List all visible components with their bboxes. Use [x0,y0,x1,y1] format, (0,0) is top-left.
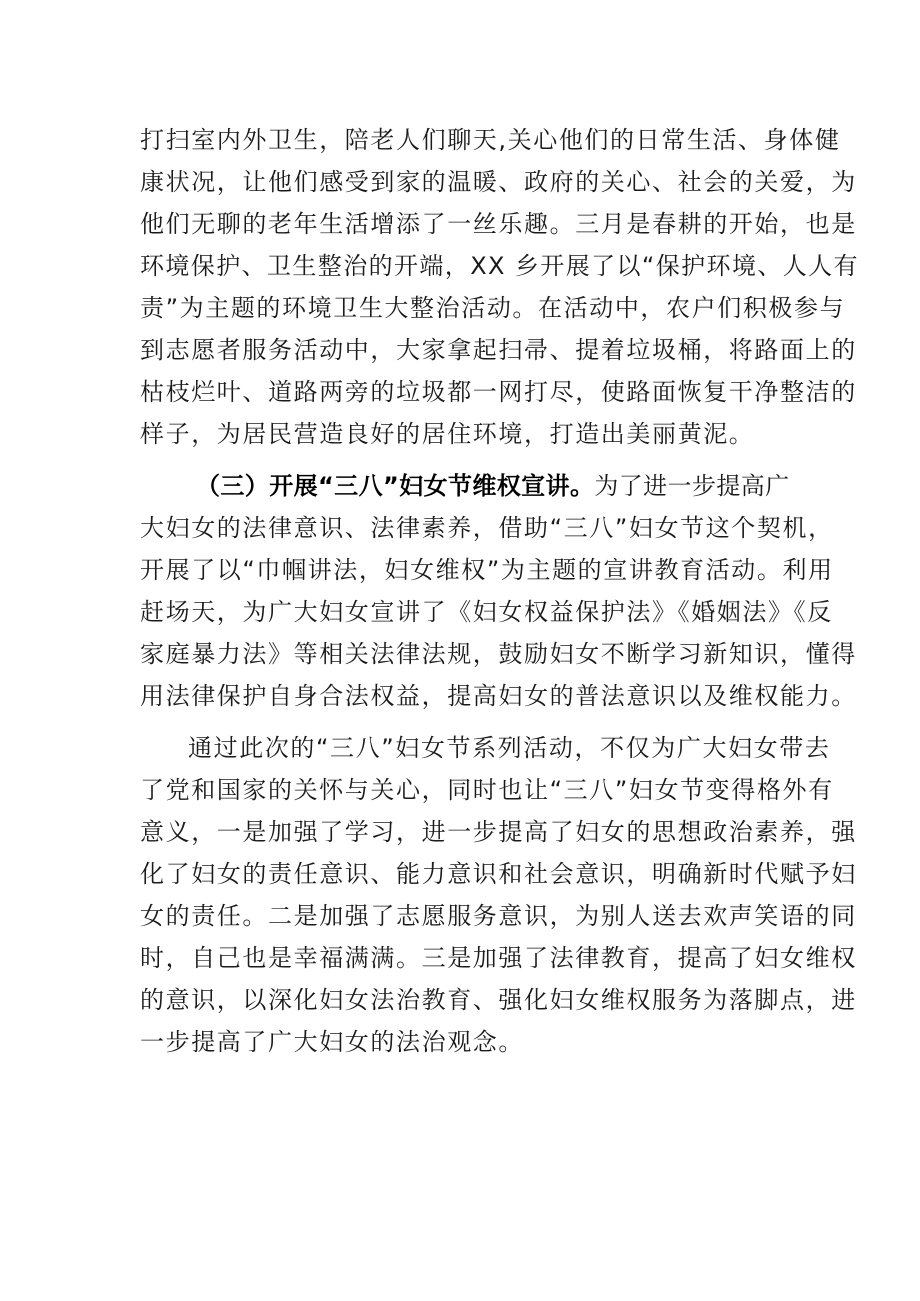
paragraph-line: 用法律保护自身合法权益，提高妇女的普法意识以及维权能力。 [140,682,857,710]
paragraph-line: 样子，为居民营造良好的居住环境，打造出美丽黄泥。 [140,420,755,448]
paragraph-line: 家庭暴力法》等相关法律法规，鼓励妇女不断学习新知识，懂得 [140,640,857,668]
section-heading-line [196,466,920,506]
paragraph-line: 打扫室内外卫生，陪老人们聊天,关心他们的日常生活、身体健 [140,126,841,154]
paragraph-line: 赶场天，为广大妇女宣讲了《妇女权益保护法》《婚姻法》《反 [140,598,833,626]
paragraph-line: 责”为主题的环境卫生大整治活动。在活动中，农户们积极参与 [140,294,846,322]
paragraph-line: 化了妇女的责任意识、能力意识和社会意识，明确新时代赋予妇 [140,860,857,888]
paragraph-line: 开展了以“巾帼讲法，妇女维权”为主题的宣讲教育活动。利用 [140,556,834,584]
paragraph-line: 一步提高了广大妇女的法治观念。 [140,1028,524,1056]
section-heading: （三）开展“三八”妇女节维权宣讲。 [196,472,595,500]
paragraph-line: 时，自己也是幸福满满。三是加强了法律教育，提高了妇女维权 [140,944,857,972]
paragraph-line: 环境保护、卫生整治的开端，XX 乡开展了以“保护环境、人人有 [140,252,859,280]
section-intro-text: 为了进一步提高广 [594,472,790,500]
paragraph-line: 了党和国家的关怀与关心，同时也让“三八”妇女节变得格外有 [140,776,834,804]
paragraph-line: 到志愿者服务活动中，大家拿起扫帚、提着垃圾桶，将路面上的 [140,336,857,364]
paragraph-line: 大妇女的法律意识、法律素养，借助“三八”妇女节这个契机， [140,514,834,542]
paragraph-line: 意义，一是加强了学习，进一步提高了妇女的思想政治素养，强 [140,818,857,846]
paragraph-line: 康状况，让他们感受到家的温暖、政府的关心、社会的关爱，为 [140,168,857,196]
paragraph-line: 女的责任。二是加强了志愿服务意识，为别人送去欢声笑语的同 [140,902,857,930]
paragraph-line: 枯枝烂叶、道路两旁的垃圾都一网打尽，使路面恢复干净整洁的 [140,378,857,406]
paragraph-line: 的意识，以深化妇女法治教育、强化妇女维权服务为落脚点，进 [140,986,857,1014]
paragraph-line: 通过此次的“三八”妇女节系列活动，不仅为广大妇女带去 [188,734,831,762]
paragraph-line: 他们无聊的老年生活增添了一丝乐趣。三月是春耕的开始，也是 [140,210,857,238]
